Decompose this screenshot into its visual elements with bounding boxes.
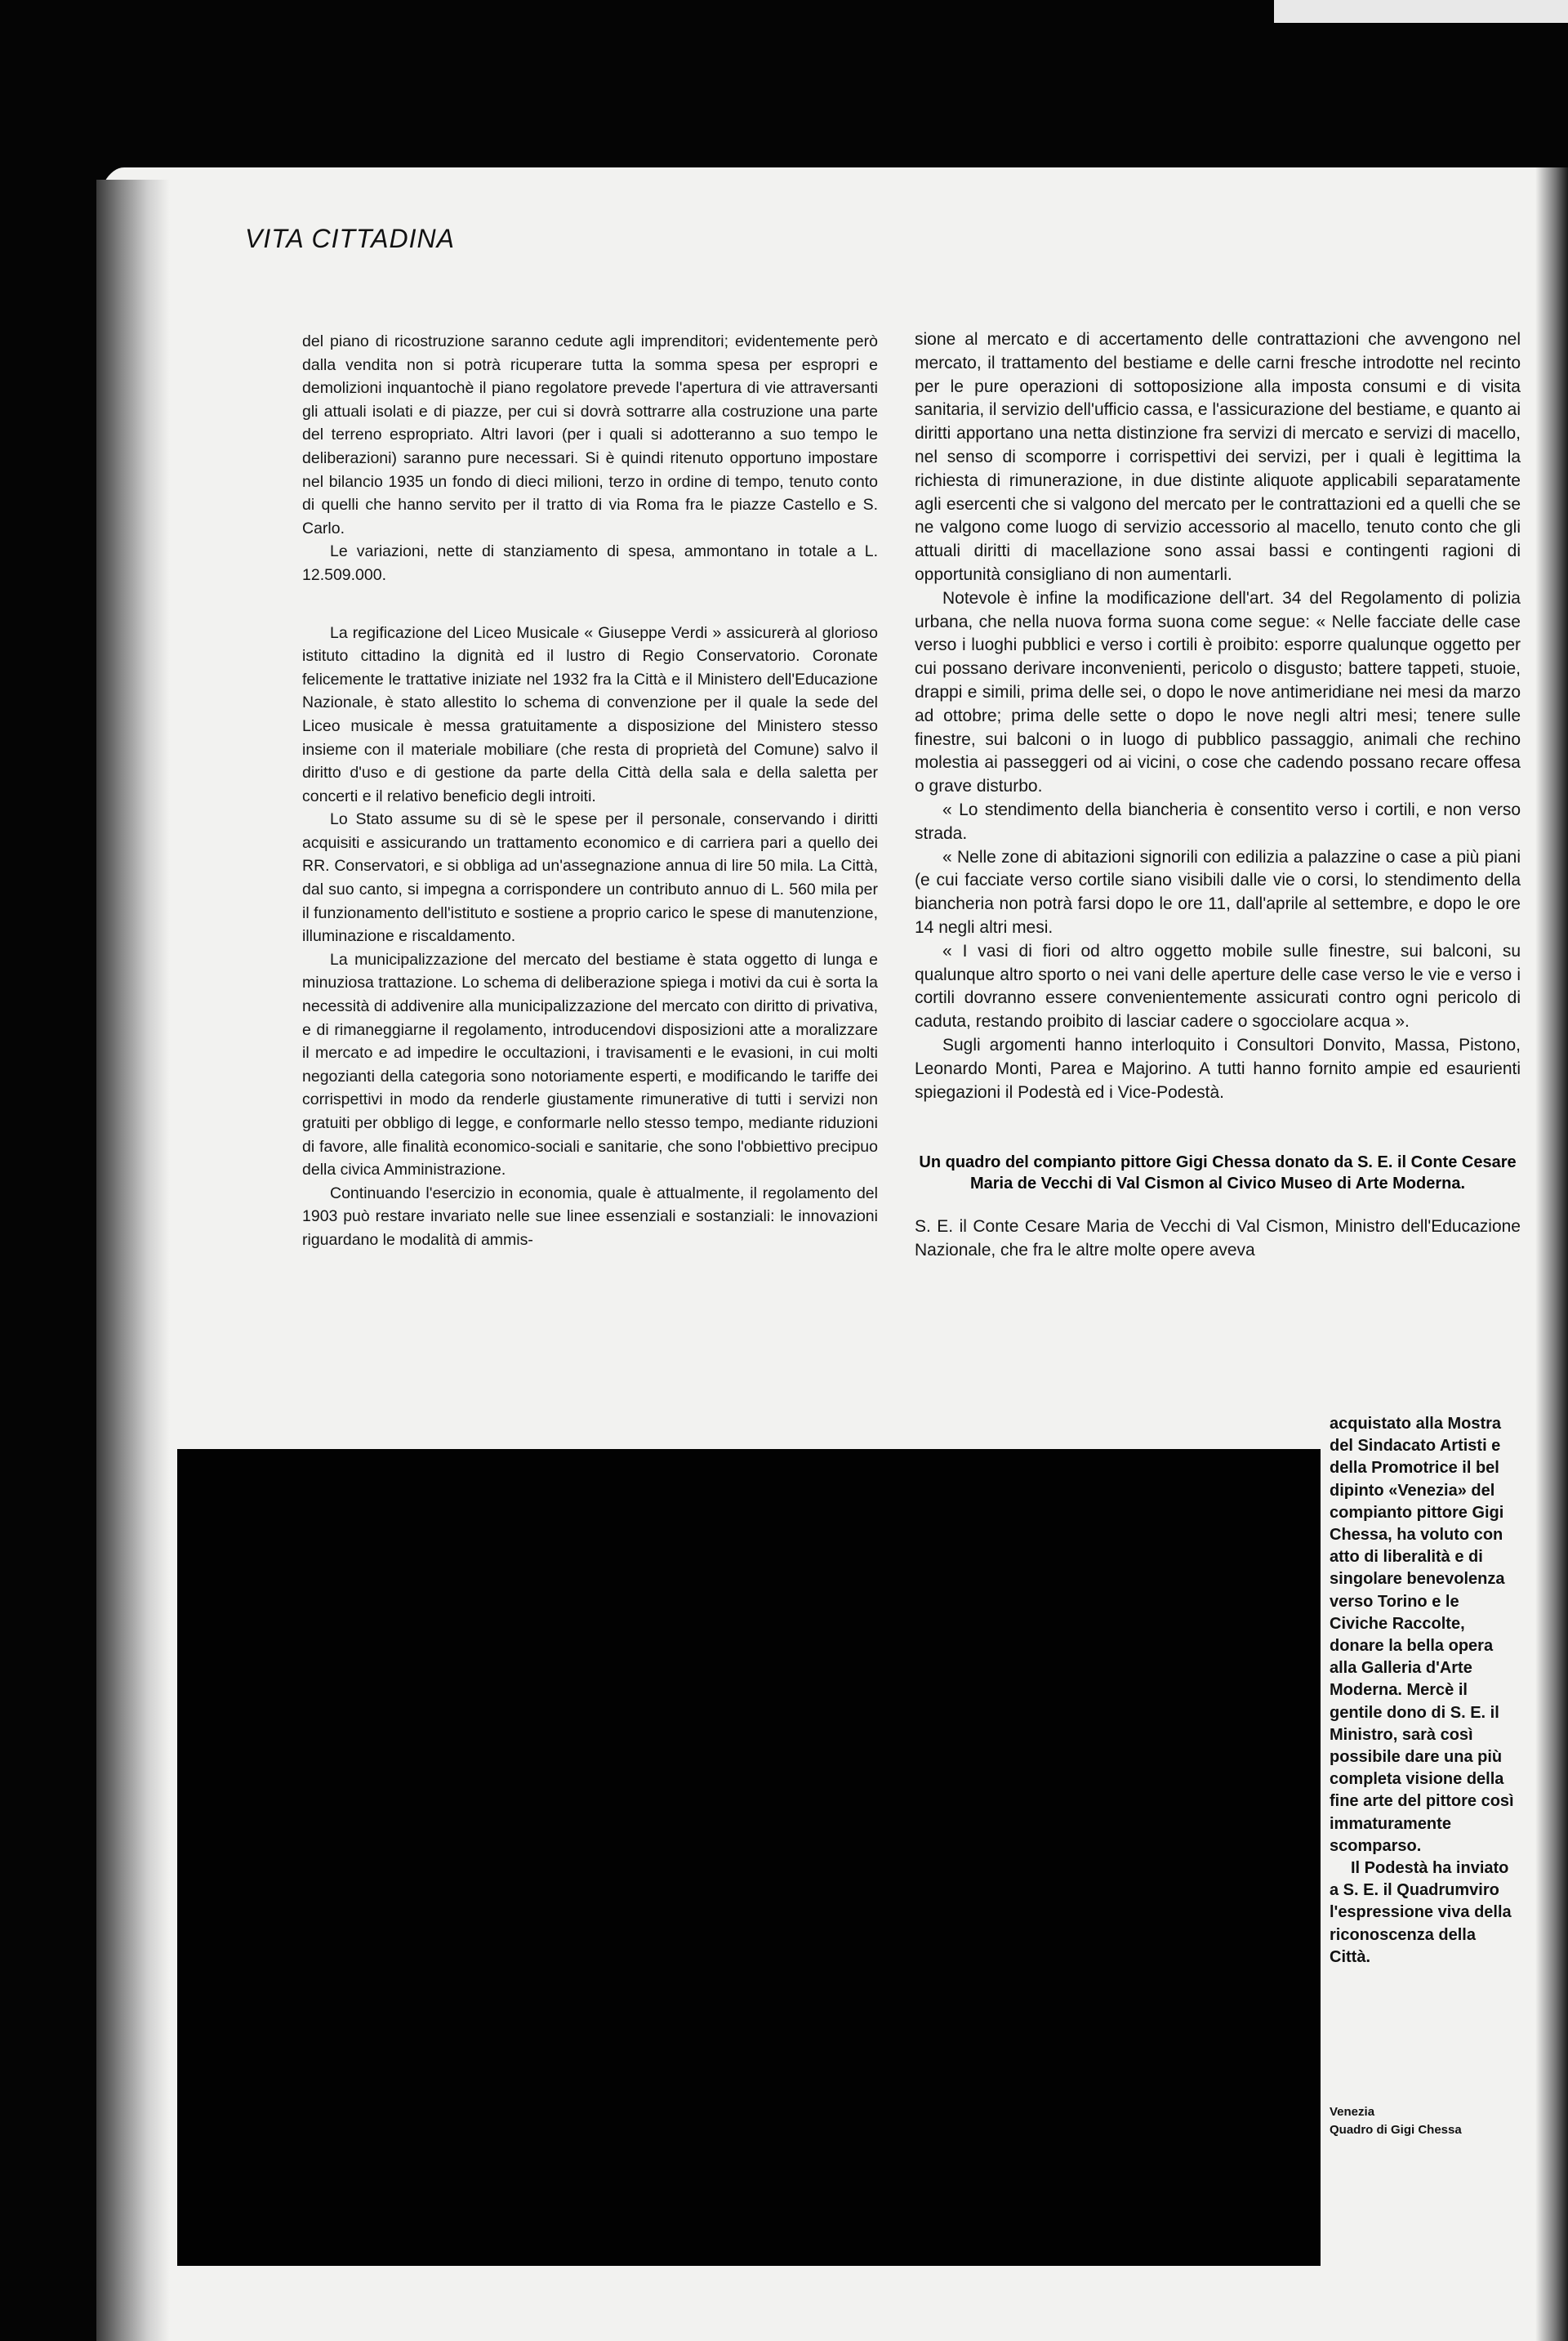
binding-shadow (96, 180, 170, 2341)
article-intro: S. E. il Conte Cesare Maria de Vecchi di Val Cismon, Ministro dell'Educazione Nazionale, che fra le altre molte opere aveva (915, 1217, 1521, 1260)
side-caption-paragraph-2: Il Podestà ha inviato a S. E. il Quadrumviro l'espressione viva della riconoscenza della Città. (1330, 1859, 1512, 1966)
running-head: VITA CITTADINA (245, 224, 455, 253)
left-paragraph-4: Lo Stato assume su di sè le spese per il personale, conservando i diritti acquisiti e assicurando un trattamento economico e di carriera pari a quello dei RR. Conservatori, e si obbliga ad un'assegnazione annua di lire 50 mila. La Città, dal suo canto, si impegna a corrispondere un contributo annuo di L. 560 mila per il funzionamento dell'istituto e sostiene a proprio carico le spese di manutenzione, illuminazione e riscaldamento. (302, 810, 878, 946)
top-scan-strip (1274, 0, 1568, 23)
right-paragraph-1: sione al mercato e di accertamento delle contrattazioni che avvengono nel mercato, il trattamento del bestiame e delle carni fresche introdotte nel recinto per le pure operazioni di sottoposizione alla imposta consumi e di visita sanitaria, il servizio dell'ufficio cassa, e l'assicurazione del bestiame, e quanto ai diritti apportano una netta distinzione fra servizi di mercato e servizi di macello, nel senso di scomporre i corrispettivi dei servizi, per i quali è legittima la richiesta di rimunerazione, in due distinte aliquote applicabili separatamente agli esercenti che si valgono del mercato per le contrattazioni ed a quelli che se ne valgono come luogo di servizio accessorio al macello, tenuto conto che gli attuali diritti di macellazione sono assai bassi e contingenti ragioni di opportunità consigliano di non aumentarli. (915, 330, 1521, 584)
right-paragraph-2: Notevole è infine la modificazione dell'art. 34 del Regolamento di polizia urbana, che nella nuova forma suona come segue: « Nelle facciate delle case verso i luoghi pubblici e verso i cortili è proibito: esporre qualunque oggetto per cui possano derivare inconvenienti, pericolo o disgusto; battere tappeti, stuoie, drappi e simili, prima delle sei, o dopo le nove antimeridiane nei mesi da marzo ad ottobre; prima delle sette o dopo le nove negli altri mesi; tenere sulle finestre, sui balconi o in luogo di pubblico passaggio, animali che rechino molestia ai passeggeri od ai vicini, o cose che cadendo possano recare offesa o grave disturbo. (915, 588, 1521, 796)
painting-photo (177, 1449, 1321, 2266)
photo-caption (1330, 2103, 1526, 2139)
right-paragraph-3: « Lo stendimento della biancheria è consentito verso i cortili, e non verso strada. (915, 800, 1521, 843)
right-paragraph-4: « Nelle zone di abitazioni signorili con edilizia a palazzine o case a più piani (e cui facciate verso cortile siano visibili dalle vie o corsi, lo stendimento della biancheria non potrà farsi dopo le ore 11, dall'aprile al settembre, e dopo le ore 14 negli altri mesi. (915, 847, 1521, 937)
section-heading: Un quadro del compianto pittore Gigi Chessa donato da S. E. il Conte Cesare Maria de Vecchi di Val Cismon al Civico Museo di Arte Moderna. (919, 1153, 1517, 1193)
side-caption (1330, 1413, 1519, 1969)
page-edge-shadow (1535, 167, 1568, 2341)
left-paragraph-6: Continuando l'esercizio in economia, quale è attualmente, il regolamento del 1903 può restare invariato nelle sue linee essenziali e sostanziali: le innovazioni riguardano le modalità di ammis- (302, 1184, 878, 1249)
left-paragraph-3: La regificazione del Liceo Musicale « Giuseppe Verdi » assicurerà al glorioso istituto cittadino la dignità ed il lustro di Regio Conservatorio. Coronate felicemente le trattative iniziate nel 1932 fra la Città e il Ministero dell'Educazione Nazionale, è stato allestito lo schema di convenzione per il quale la sede del Liceo musicale è messa gratuitamente a disposizione del Ministero stesso insieme con il materiale mobiliare (che resta di proprietà del Comune) salvo il diritto d'uso e di gestione da parte della Città della sala e della saletta per concerti e il relativo beneficio degli introiti. (302, 623, 878, 805)
left-paragraph-5: La municipalizzazione del mercato del bestiame è stata oggetto di lunga e minuziosa trattazione. Lo schema di deliberazione spiega i motivi da cui è sorta la necessità di addivenire alla municipalizzazione del mercato con diritto di privativa, e di rimaneggiarne il regolamento, introducendovi disposizioni atte a moralizzare il mercato e ad impedire le occultazioni, i travisamenti e le evasioni, in cui molti negozianti della categoria sono notoriamente esperti, e modificando le tariffe dei corrispettivi in modo da renderle giustamente rimunerative di tutti i servizi non gratuiti per obbligo di legge, e conformarle nello stesso tempo, mediante riduzioni di favore, alle finalità economico-sociali e sanitarie, che sono l'obbiettivo precipuo della civica Amministrazione. (302, 950, 878, 1179)
paragraph-gap (302, 587, 878, 622)
left-paragraph-1: del piano di ricostruzione saranno cedute agli imprenditori; evidentemente però dalla vendita non si potrà ricuperare tutta la somma spesa per espropri e demolizioni inquantochè il piano regolatore prevede l'apertura di vie attraversanti gli attuali isolati e di piazze, per cui si dovrà sottrarre alla costruzione una parte del terreno espropriato. Altri lavori (per i quali si adotteranno a suo tempo le deliberazioni) saranno pure necessari. Si è quindi ritenuto opportuno impostare nel bilancio 1935 un fondo di dieci milioni, terzo in ordine di tempo, tenuto conto di quelli che hanno servito per il tratto di via Roma fra le piazze Castello e S. Carlo. (302, 332, 878, 537)
right-paragraph-6: Sugli argomenti hanno interloquito i Consultori Donvito, Massa, Pistono, Leonardo Monti, Parea e Majorino. A tutti hanno fornito ampie ed esaurienti spiegazioni il Podestà ed i Vice-Podestà. (915, 1035, 1521, 1102)
left-paragraph-2: Le variazioni, nette di stanziamento di spesa, ammontano in totale a L. 12.509.000. (302, 542, 878, 584)
right-column (915, 328, 1521, 1263)
side-caption-paragraph-1: acquistato alla Mostra del Sindacato Artisti e della Promotrice il bel dipinto «Venezia» del compianto pittore Gigi Chessa, ha voluto con atto di liberalità e di singolare benevolenza verso Torino e le Civiche Raccolte, donare la bella opera alla Galleria d'Arte Moderna. Mercè il gentile dono di S. E. il Ministro, sarà così possibile dare una più completa visione della fine arte del pittore così immaturamente scomparso. (1330, 1415, 1514, 1855)
photo-caption-credit: Quadro di Gigi Chessa (1330, 2123, 1462, 2137)
photo-caption-title: Venezia (1330, 2105, 1375, 2119)
left-column (302, 330, 878, 1252)
right-paragraph-5: « I vasi di fiori od altro oggetto mobile sulle finestre, sui balconi, su qualunque altro sporto o nei vani delle aperture delle case verso le vie e verso i cortili dovranno essere convenientemente assicurati contro ogni pericolo di caduta, restando proibito di lasciar cadere o sgocciolare acqua ». (915, 941, 1521, 1032)
